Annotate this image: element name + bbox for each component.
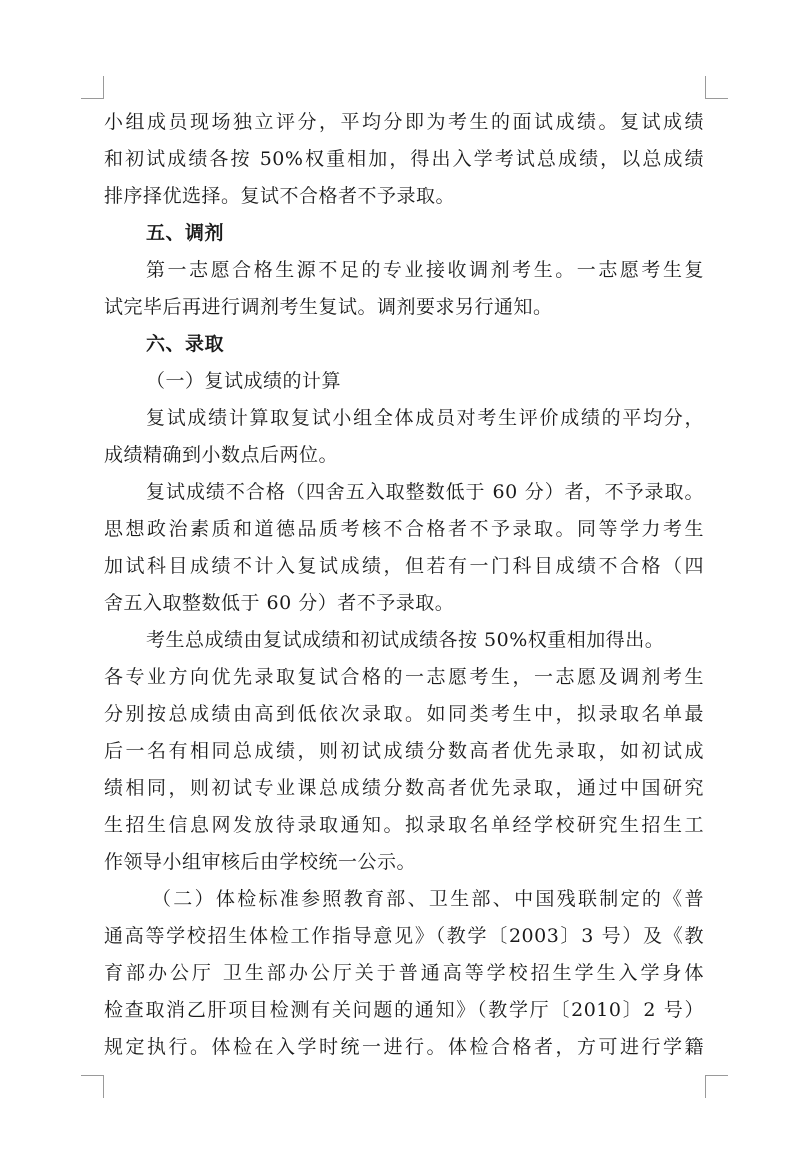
text-line: 排序择优选择。复试不合格者不予录取。 (104, 185, 456, 207)
crop-mark-top-left (81, 76, 104, 99)
text-line: 通高等学校招生体检工作指导意见》（教学〔2003〕3 号）及《教 (104, 925, 704, 947)
text-line: 和初试成绩各按 50%权重相加，得出入学考试总成绩，以总成绩 (104, 148, 704, 170)
text-line: 加试科目成绩不计入复试成绩，但若有一门科目成绩不合格（四 (104, 555, 704, 577)
text-line: 第一志愿合格生源不足的专业接收调剂考生。一志愿考生复 (146, 259, 704, 281)
text-line: 思想政治素质和道德品质考核不合格者不予录取。同等学力考生 (104, 518, 704, 540)
text-line: 成绩精确到小数点后两位。 (104, 444, 339, 466)
section-heading: 五、调剂 (146, 222, 225, 244)
text-line: 复试成绩不合格（四舍五入取整数低于 60 分）者，不予录取。 (146, 481, 704, 503)
text-line: 检查取消乙肝项目检测有关问题的通知》（教学厅〔2010〕2 号） (104, 999, 704, 1021)
text-line: 后一名有相同总成绩，则初试成绩分数高者优先录取，如初试成 (104, 740, 704, 762)
text-line: 作领导小组审核后由学校统一公示。 (104, 851, 417, 873)
text-line: 小组成员现场独立评分，平均分即为考生的面试成绩。复试成绩 (104, 111, 704, 133)
text-line: 各专业方向优先录取复试合格的一志愿考生，一志愿及调剂考生 (104, 666, 704, 688)
text-line: 复试成绩计算取复试小组全体成员对考生评价成绩的平均分， (146, 407, 704, 429)
text-line: 试完毕后再进行调剂考生复试。调剂要求另行通知。 (104, 296, 553, 318)
text-line: 舍五入取整数低于 60 分）者不予录取。 (104, 592, 455, 614)
text-line: 育部办公厅 卫生部办公厅关于普通高等学校招生学生入学身体 (104, 962, 704, 984)
crop-mark-bottom-right (705, 1075, 728, 1098)
text-line: 生招生信息网发放待录取通知。拟录取名单经学校研究生招生工 (104, 814, 704, 836)
text-line: 分别按总成绩由高到低依次录取。如同类考生中，拟录取名单最 (104, 703, 704, 725)
document-body (104, 104, 704, 1066)
text-line: （二）体检标准参照教育部、卫生部、中国残联制定的《普 (152, 888, 704, 910)
text-line: 考生总成绩由复试成绩和初试成绩各按 50%权重相加得出。 (146, 629, 665, 651)
text-line: 绩相同，则初试专业课总成绩分数高者优先录取，通过中国研究 (104, 777, 704, 799)
text-line: 规定执行。体检在入学时统一进行。体检合格者，方可进行学籍 (104, 1036, 704, 1058)
text-line: （一）复试成绩的计算 (146, 370, 342, 392)
section-heading: 六、录取 (146, 333, 225, 355)
crop-mark-bottom-left (81, 1075, 104, 1098)
crop-mark-top-right (705, 76, 728, 99)
